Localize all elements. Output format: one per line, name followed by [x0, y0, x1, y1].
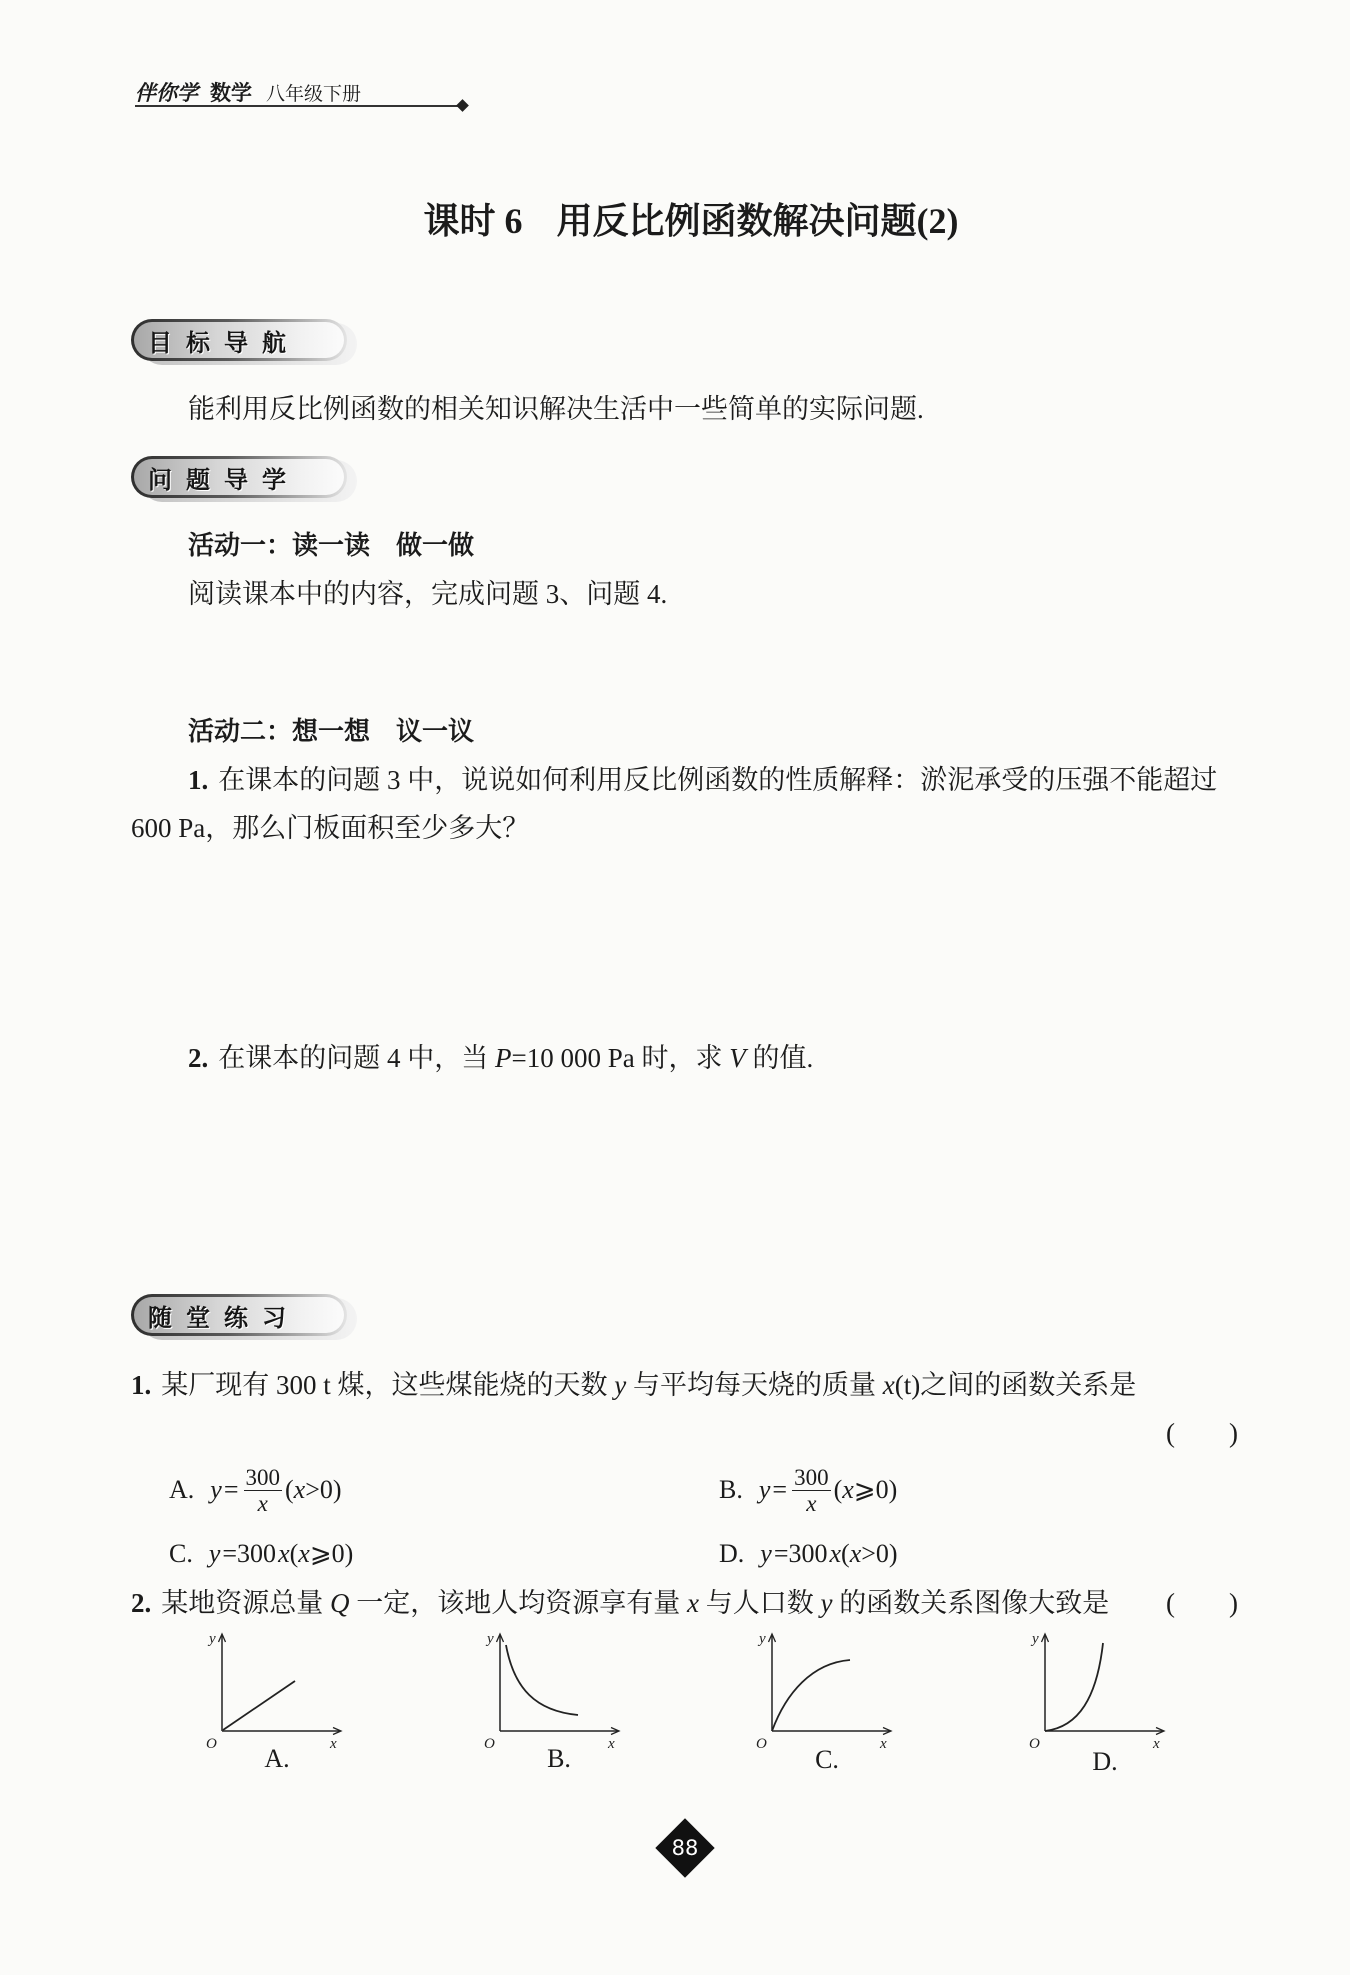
graph-d-curve — [1045, 1643, 1103, 1731]
condition-relation: ⩾0) — [309, 1539, 354, 1568]
x-axis-label: x — [1153, 1736, 1160, 1752]
graph-label-a: A. — [264, 1744, 290, 1773]
question-text-part: 一定，该地人均资源享有量 — [349, 1588, 687, 1618]
variable-v: V — [729, 1043, 746, 1073]
condition-relation: ⩾0) — [853, 1475, 898, 1504]
x-axis-label: x — [608, 1736, 615, 1752]
badge-fill — [134, 322, 344, 358]
condition-open: ( — [833, 1475, 843, 1504]
question-text-part: 与平均每天烧的质量 — [626, 1370, 883, 1400]
activity2-question1-line1 — [188, 763, 1217, 797]
x-axis-label: x — [880, 1736, 887, 1752]
graph-option-b — [478, 1627, 628, 1752]
variable-p: P — [495, 1043, 512, 1073]
answer-bracket: ( ) — [1166, 1418, 1238, 1448]
option-expression: =300 — [773, 1539, 828, 1568]
question-number: 1. — [188, 765, 209, 795]
question-text-part: 的值. — [745, 1043, 814, 1073]
badge-practice — [131, 1294, 347, 1336]
origin-label: O — [206, 1736, 217, 1752]
option-equals: = — [772, 1475, 788, 1504]
graph-option-d — [1023, 1627, 1173, 1752]
condition-relation: >0) — [861, 1539, 898, 1568]
question-text-part: 某厂现有 300 t 煤，这些煤能烧的天数 — [161, 1370, 615, 1400]
question-text-part: (t)之间的函数关系是 — [894, 1370, 1137, 1400]
practice-question2 — [131, 1586, 1109, 1620]
variable-x: x — [687, 1588, 699, 1618]
condition-variable: x — [849, 1539, 862, 1568]
lesson-number: 课时 6 — [423, 201, 523, 241]
series-name: 伴你学 — [135, 81, 198, 105]
badge-frame — [131, 1294, 347, 1336]
option-variable: x — [829, 1539, 842, 1568]
graph-a-line — [223, 1681, 295, 1730]
badge-fill — [134, 459, 344, 495]
option-variable: y — [210, 1475, 222, 1504]
badge-guide-label: 问题导学 — [148, 465, 300, 494]
question-text-part: =10 000 Pa 时，求 — [511, 1043, 730, 1073]
option-label: D. — [719, 1539, 745, 1568]
y-axis-label: y — [759, 1631, 766, 1647]
option-variable: y — [208, 1539, 221, 1568]
condition-open: ( — [841, 1539, 850, 1568]
variable-q: Q — [330, 1588, 350, 1618]
goals-text: 能利用反比例函数的相关知识解决生活中一些简单的实际问题. — [188, 394, 924, 424]
answer-bracket: ( ) — [1166, 1588, 1238, 1618]
badge-practice-label: 随堂练习 — [148, 1303, 300, 1332]
question-text-part: 在课本的问题 4 中，当 — [218, 1043, 495, 1073]
question-text: 在课本的问题 3 中，说说如何利用反比例函数的性质解释：淤泥承受的压强不能超过 — [218, 765, 1218, 795]
question-text-part: 的函数关系图像大致是 — [832, 1588, 1110, 1618]
option-label: C. — [169, 1539, 193, 1568]
graph-label-b: B. — [547, 1744, 571, 1773]
activity2-question2 — [188, 1041, 813, 1075]
condition-variable: x — [842, 1475, 854, 1504]
option-c — [169, 1526, 353, 1582]
fraction-denominator: x — [257, 1490, 268, 1516]
fraction-numerator: 300 — [245, 1464, 280, 1490]
activity1-heading: 活动一：读一读 做一做 — [188, 531, 475, 561]
variable-y: y — [614, 1370, 627, 1400]
fraction-denominator: x — [806, 1490, 817, 1516]
graph-b-curve — [506, 1645, 578, 1715]
question-number: 2. — [131, 1588, 152, 1618]
practice-question1 — [131, 1368, 1136, 1402]
graph-label-d: D. — [1092, 1747, 1118, 1776]
fraction-numerator: 300 — [794, 1464, 829, 1490]
header-rule — [135, 105, 461, 107]
option-d — [719, 1526, 898, 1582]
condition-open: ( — [285, 1475, 294, 1504]
option-a — [169, 1462, 342, 1518]
grade-name: 八年级下册 — [266, 83, 362, 105]
running-header — [135, 80, 361, 107]
option-label: B. — [719, 1475, 743, 1504]
activity2-heading: 活动二：想一想 议一议 — [188, 717, 475, 747]
graph-option-c — [750, 1627, 900, 1752]
question-number: 1. — [131, 1370, 152, 1400]
badge-goals-label: 目标导航 — [148, 328, 300, 357]
variable-y: y — [820, 1588, 833, 1618]
activity1-text: 阅读课本中的内容，完成问题 3、问题 4. — [188, 579, 668, 609]
condition-variable: x — [298, 1539, 310, 1568]
option-variable: y — [758, 1475, 771, 1504]
variable-x: x — [882, 1370, 895, 1400]
graph-label-c: C. — [815, 1745, 839, 1774]
question-text-part: 与人口数 — [698, 1588, 821, 1618]
graph-option-a — [200, 1627, 350, 1752]
graph-c-curve — [772, 1660, 850, 1731]
badge-guide — [131, 456, 347, 498]
option-variable: x — [278, 1539, 290, 1568]
question-text-part: 某地资源总量 — [161, 1588, 330, 1618]
option-expression: =300 — [222, 1539, 277, 1568]
origin-label: O — [1029, 1736, 1040, 1752]
option-equals: = — [223, 1475, 239, 1504]
header-rule-diamond — [456, 99, 469, 112]
origin-label: O — [756, 1736, 767, 1752]
option-label: A. — [169, 1475, 195, 1504]
page-number: 88 — [671, 1836, 699, 1860]
y-axis-label: y — [209, 1631, 216, 1647]
option-variable: y — [760, 1539, 772, 1568]
badge-fill — [134, 1297, 344, 1333]
badge-frame — [131, 456, 347, 498]
activity2-question1-line2: 600 Pa，那么门板面积至少多大？ — [131, 813, 530, 843]
subject-name: 数学 — [210, 81, 252, 105]
lesson-title — [0, 198, 1350, 244]
option-fraction — [792, 1465, 831, 1516]
condition-variable: x — [293, 1475, 306, 1504]
lesson-topic: 用反比例函数解决问题(2) — [556, 201, 959, 241]
option-b — [719, 1462, 897, 1518]
y-axis-label: y — [487, 1631, 494, 1647]
x-axis-label: x — [330, 1736, 337, 1752]
origin-label: O — [484, 1736, 495, 1752]
y-axis-label: y — [1032, 1631, 1039, 1647]
badge-frame — [131, 319, 347, 361]
condition-open: ( — [289, 1539, 299, 1568]
option-fraction — [244, 1465, 283, 1516]
question-number: 2. — [188, 1043, 209, 1073]
condition-relation: >0) — [305, 1475, 342, 1504]
badge-goals — [131, 319, 347, 361]
